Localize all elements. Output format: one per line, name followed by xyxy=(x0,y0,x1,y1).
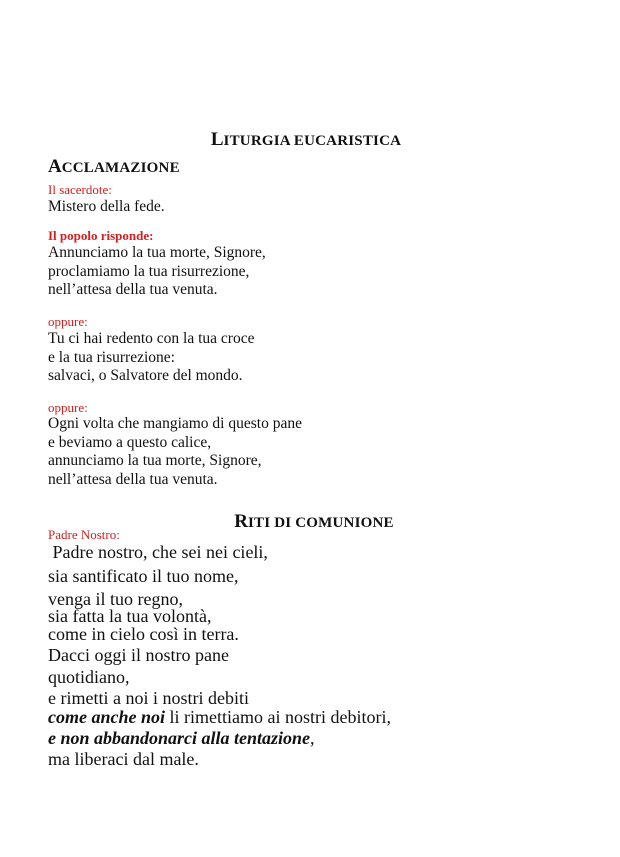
response-1 xyxy=(48,244,266,300)
text-line: Ogni volta che mangiamo di questo pane xyxy=(48,415,302,432)
response-2 xyxy=(48,330,254,386)
prayer-line: e rimetti a noi i nostri debiti xyxy=(48,688,249,708)
prayer-text: li rimettiamo ai nostri debitori, xyxy=(165,707,391,727)
prayer-text: , xyxy=(310,728,315,748)
prayer-emphasis: come anche noi xyxy=(48,707,165,727)
text-line: annunciamo la tua morte, Signore, xyxy=(48,452,262,469)
rubric-padre-nostro: Padre Nostro: xyxy=(48,527,120,542)
text-line: proclamiamo la tua risurrezione, xyxy=(48,262,250,280)
title-rest: ITURGIA EUCARISTICA xyxy=(223,133,402,149)
section-title-liturgia-eucaristica xyxy=(0,116,612,153)
title-initial: A xyxy=(48,156,62,177)
title-initial: L xyxy=(210,129,224,150)
prayer-line: venga il tuo regno, xyxy=(48,589,183,609)
text-line: salvaci, o Salvatore del mondo. xyxy=(48,367,243,384)
prayer-emphasis: e non abbandonarci alla tentazione xyxy=(48,728,311,748)
text-line: nell’attesa della tua venuta. xyxy=(48,281,218,298)
section-title-acclamazione xyxy=(48,152,180,179)
text-line: Tu ci hai redento con la tua croce xyxy=(48,330,255,347)
title-rest: CCLAMAZIONE xyxy=(61,160,180,176)
rubric-oppure-1: oppure: xyxy=(48,314,88,329)
rubric-popolo-risponde: Il popolo risponde: xyxy=(48,228,154,243)
rubric-sacerdote: Il sacerdote: xyxy=(48,182,112,197)
text-line: nell’attesa della tua venuta. xyxy=(48,470,218,488)
response-3 xyxy=(48,415,302,489)
prayer-line: ma liberaci dal male. xyxy=(48,749,199,769)
sacerdote-text xyxy=(48,198,165,217)
title-rest: ITI DI COMUNIONE xyxy=(248,515,394,531)
rubric-oppure-2: oppure: xyxy=(48,400,88,415)
prayer-line: sia fatta la tua volontà, xyxy=(48,606,212,626)
text-line: e beviamo a questo calice, xyxy=(48,433,212,451)
prayer-line xyxy=(48,707,391,728)
title-initial: R xyxy=(234,511,248,532)
prayer-line xyxy=(48,728,315,749)
text-line: e la tua risurrezione: xyxy=(48,348,175,366)
prayer-line: Dacci oggi il nostro pane xyxy=(48,645,229,665)
prayer-line: come in cielo così in terra. xyxy=(48,624,239,644)
prayer-line: sia santificato il tuo nome, xyxy=(48,566,239,586)
prayer-line: quotidiano, xyxy=(48,667,130,687)
text-line: Annunciamo la tua morte, Signore, xyxy=(48,244,266,261)
prayer-line: Padre nostro, che sei nei cieli, xyxy=(48,542,268,562)
text-line: Mistero della fede. xyxy=(48,198,165,215)
